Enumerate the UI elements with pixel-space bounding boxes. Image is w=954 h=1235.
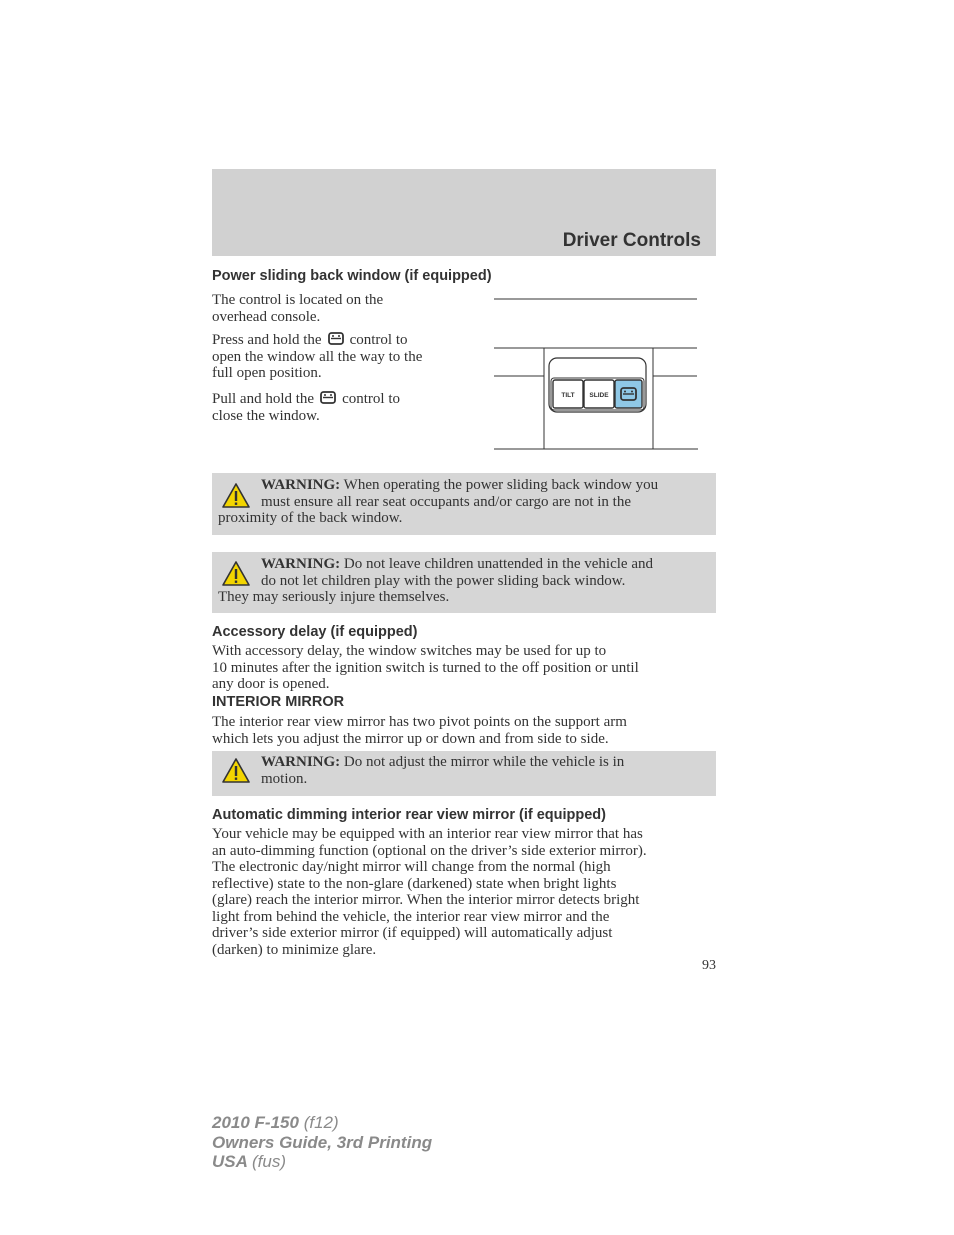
text-line bbox=[218, 477, 706, 494]
text-line: any door is opened. bbox=[212, 676, 330, 692]
text-line: open the window all the way to the bbox=[212, 348, 423, 365]
warning-label: WARNING: bbox=[261, 754, 341, 770]
paragraph-auto-dimming-mirror bbox=[212, 826, 647, 958]
text-line: The interior rear view mirror has two pivot points on the support arm bbox=[212, 714, 627, 730]
warning-text bbox=[218, 477, 706, 527]
text-line: do not let children play with the power sliding back window. bbox=[261, 572, 626, 589]
text-line bbox=[212, 391, 400, 408]
text-line: They may seriously injure themselves. bbox=[218, 589, 450, 605]
text-line: 10 minutes after the ignition switch is turned to the off position or until bbox=[212, 659, 639, 676]
section-heading-interior-mirror: INTERIOR MIRROR bbox=[212, 694, 345, 710]
footer-line bbox=[212, 1152, 432, 1172]
text-line: driver’s side exterior mirror (if equipped) will automatically adjust bbox=[212, 925, 613, 941]
text-line: light from behind the vehicle, the interior rear view mirror and the bbox=[212, 908, 610, 925]
section-heading-auto-dimming-mirror: Automatic dimming interior rear view mirror (if equipped) bbox=[212, 807, 606, 823]
text-segment: control to bbox=[349, 332, 408, 348]
text-line: The control is located on the bbox=[212, 292, 384, 308]
footer-publication-info bbox=[212, 1113, 432, 1172]
text-line bbox=[218, 754, 706, 771]
text-line: which lets you adjust the mirror up or down and from side to side. bbox=[212, 730, 609, 747]
window-control-icon bbox=[320, 391, 336, 404]
warning-text bbox=[218, 754, 706, 787]
text-segment: Do not leave children unattended in the vehicle and bbox=[343, 556, 653, 572]
header-band bbox=[212, 169, 716, 256]
window-control-icon bbox=[328, 332, 344, 345]
paragraph-interior-mirror bbox=[212, 714, 627, 747]
text-line: reflective) state to the non-glare (darkened) state when bright lights bbox=[212, 875, 617, 892]
warning-text bbox=[218, 556, 706, 606]
footer-line: Owners Guide, 3rd Printing bbox=[212, 1132, 433, 1152]
footer-code: (fus) bbox=[252, 1152, 286, 1171]
warning-label: WARNING: bbox=[261, 477, 341, 493]
text-line: overhead console. bbox=[212, 308, 321, 325]
page-number: 93 bbox=[702, 958, 716, 973]
text-line: proximity of the back window. bbox=[218, 510, 403, 526]
text-segment: control to bbox=[342, 391, 400, 407]
warning-box bbox=[212, 751, 716, 796]
section-heading-sliding-window: Power sliding back window (if equipped) bbox=[212, 268, 492, 284]
text-line: The electronic day/night mirror will change from the normal (high bbox=[212, 859, 611, 875]
footer-line bbox=[212, 1113, 432, 1133]
footer-region: USA bbox=[212, 1152, 248, 1171]
text-line: an auto-dimming function (optional on the driver’s side exterior mirror). bbox=[212, 842, 647, 859]
text-segment: Do not adjust the mirror while the vehicle is in bbox=[343, 754, 625, 770]
page-title: Driver Controls bbox=[562, 230, 701, 251]
text-line: (glare) reach the interior mirror. When the interior mirror detects bright bbox=[212, 892, 640, 908]
text-line: motion. bbox=[261, 770, 308, 787]
warning-box bbox=[212, 473, 716, 535]
section-heading-accessory-delay: Accessory delay (if equipped) bbox=[212, 624, 418, 640]
text-segment: When operating the power sliding back window you bbox=[343, 477, 659, 493]
text-line: Your vehicle may be equipped with an interior rear view mirror that has bbox=[212, 826, 643, 842]
text-line: With accessory delay, the window switches may be used for up to bbox=[212, 643, 607, 659]
text-line: close the window. bbox=[212, 407, 320, 424]
text-line: full open position. bbox=[212, 365, 322, 381]
text-line: must ensure all rear seat occupants and/or cargo are not in the bbox=[261, 493, 631, 510]
paragraph-control-location bbox=[212, 292, 383, 325]
overhead-console-illustration bbox=[492, 292, 700, 452]
text-line: (darken) to minimize glare. bbox=[212, 941, 377, 958]
warning-box bbox=[212, 552, 716, 613]
footer-code: (f12) bbox=[303, 1113, 339, 1132]
slide-button-label: SLIDE bbox=[589, 392, 609, 399]
paragraph-open-window bbox=[212, 332, 422, 382]
text-line bbox=[218, 556, 706, 573]
text-segment: Pull and hold the bbox=[212, 391, 315, 407]
warning-label: WARNING: bbox=[261, 556, 341, 572]
paragraph-accessory-delay bbox=[212, 643, 639, 693]
paragraph-close-window bbox=[212, 391, 400, 424]
text-segment: Press and hold the bbox=[212, 332, 322, 348]
footer-model: 2010 F-150 bbox=[212, 1113, 299, 1132]
tilt-button-label: TILT bbox=[561, 392, 575, 399]
text-line bbox=[212, 332, 422, 349]
